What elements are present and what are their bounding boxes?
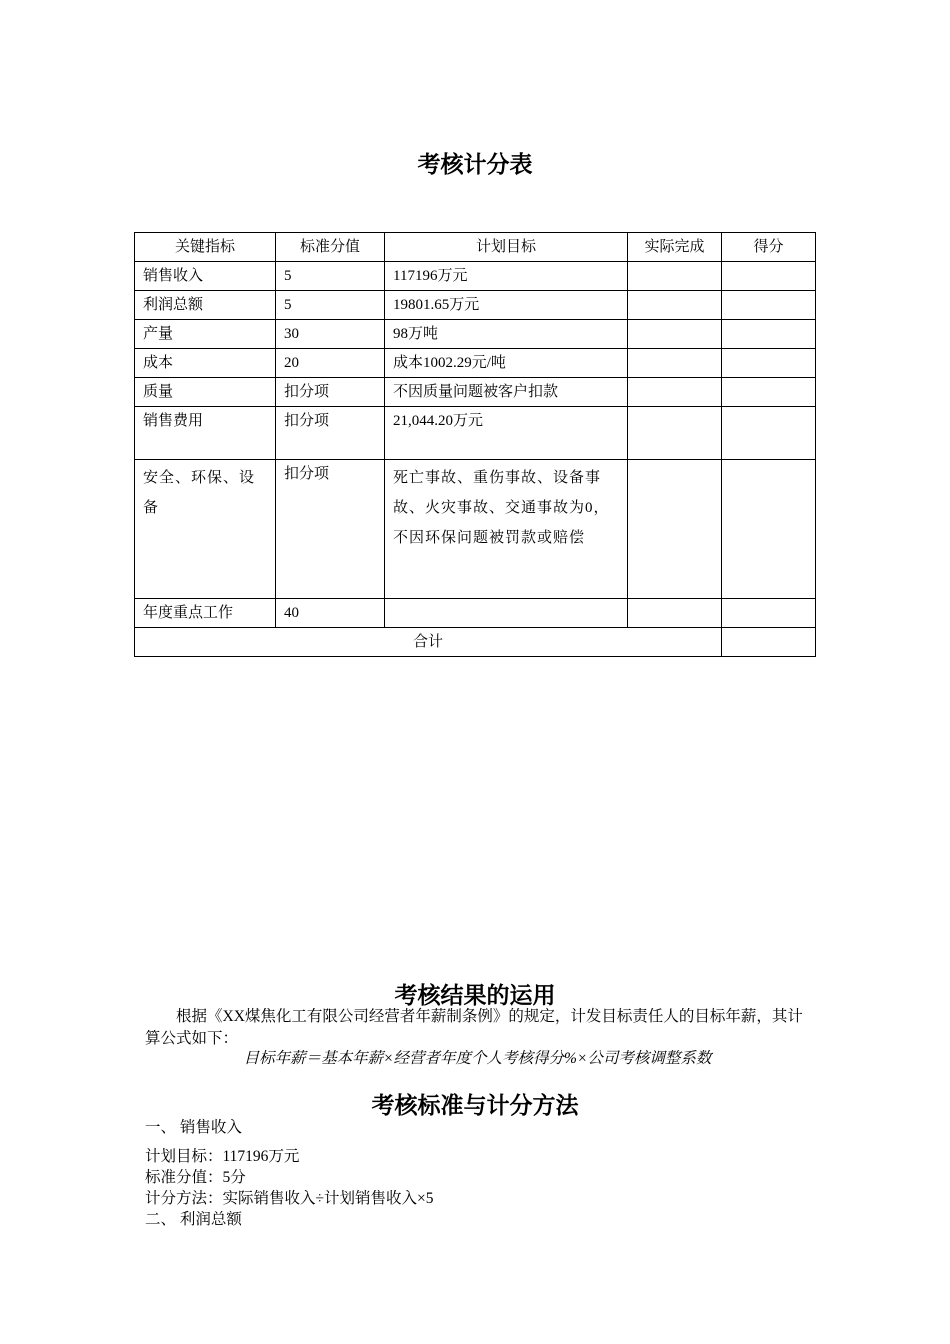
table-row — [135, 262, 816, 291]
cell-indicator: 安全、环保、设备 — [135, 460, 276, 599]
item2-heading: 二、 利润总额 — [145, 1211, 242, 1228]
cell-target: 19801.65万元 — [385, 291, 628, 320]
total-label: 合计 — [135, 628, 722, 657]
cell-actual — [628, 291, 722, 320]
cell-points — [722, 349, 816, 378]
cell-indicator: 年度重点工作 — [135, 599, 276, 628]
results-paragraph: 根据《XX煤焦化工有限公司经营者年薪制条例》的规定，计发目标责任人的目标年薪，其计算公式如下： — [145, 1008, 803, 1047]
cell-target: 117196万元 — [385, 262, 628, 291]
cell-score: 40 — [276, 599, 385, 628]
header-points: 得分 — [722, 233, 816, 262]
cell-points — [722, 320, 816, 349]
page-title: 考核计分表 — [417, 152, 533, 177]
cell-target: 21,044.20万元 — [385, 407, 628, 460]
cell-target: 不因质量问题被客户扣款 — [385, 378, 628, 407]
header-score: 标准分值 — [276, 233, 385, 262]
item1-heading: 一、 销售收入 — [145, 1119, 242, 1136]
cell-indicator: 利润总额 — [135, 291, 276, 320]
cell-score: 扣分项 — [276, 407, 385, 460]
cell-score: 5 — [276, 262, 385, 291]
table-row — [135, 320, 816, 349]
header-indicator: 关键指标 — [135, 233, 276, 262]
item1-method: 计分方法：实际销售收入÷计划销售收入×5 — [145, 1190, 434, 1207]
cell-points — [722, 460, 816, 599]
results-title: 考核结果的运用 — [394, 983, 556, 1008]
cell-target — [385, 599, 628, 628]
item1-score: 标准分值：5分 — [145, 1169, 246, 1186]
cell-score: 扣分项 — [276, 460, 385, 599]
table-row — [135, 407, 816, 460]
table-row — [135, 460, 816, 599]
cell-indicator: 成本 — [135, 349, 276, 378]
cell-score: 20 — [276, 349, 385, 378]
cell-points — [722, 291, 816, 320]
cell-points — [722, 378, 816, 407]
cell-score: 扣分项 — [276, 378, 385, 407]
cell-actual — [628, 378, 722, 407]
table-row — [135, 291, 816, 320]
cell-indicator: 质量 — [135, 378, 276, 407]
cell-indicator: 销售收入 — [135, 262, 276, 291]
table-row — [135, 599, 816, 628]
table-row — [135, 349, 816, 378]
header-target: 计划目标 — [385, 233, 628, 262]
table-row — [135, 378, 816, 407]
cell-target: 成本1002.29元/吨 — [385, 349, 628, 378]
item1-target: 计划目标：117196万元 — [145, 1148, 300, 1165]
table-header-row — [135, 233, 816, 262]
score-table — [134, 232, 816, 657]
total-points — [722, 628, 816, 657]
cell-target: 98万吨 — [385, 320, 628, 349]
header-actual: 实际完成 — [628, 233, 722, 262]
standards-title: 考核标准与计分方法 — [371, 1093, 579, 1118]
cell-points — [722, 262, 816, 291]
cell-points — [722, 407, 816, 460]
results-formula: 目标年薪＝基本年薪×经营者年度个人考核得分%×公司考核调整系数 — [243, 1050, 712, 1067]
table-total-row — [135, 628, 816, 657]
cell-indicator: 销售费用 — [135, 407, 276, 460]
cell-actual — [628, 599, 722, 628]
cell-actual — [628, 460, 722, 599]
cell-indicator: 产量 — [135, 320, 276, 349]
cell-actual — [628, 320, 722, 349]
cell-actual — [628, 262, 722, 291]
cell-score: 5 — [276, 291, 385, 320]
cell-actual — [628, 407, 722, 460]
cell-actual — [628, 349, 722, 378]
cell-score: 30 — [276, 320, 385, 349]
cell-target: 死亡事故、重伤事故、设备事故、火灾事故、交通事故为0，不因环保问题被罚款或赔偿 — [385, 460, 628, 599]
cell-points — [722, 599, 816, 628]
